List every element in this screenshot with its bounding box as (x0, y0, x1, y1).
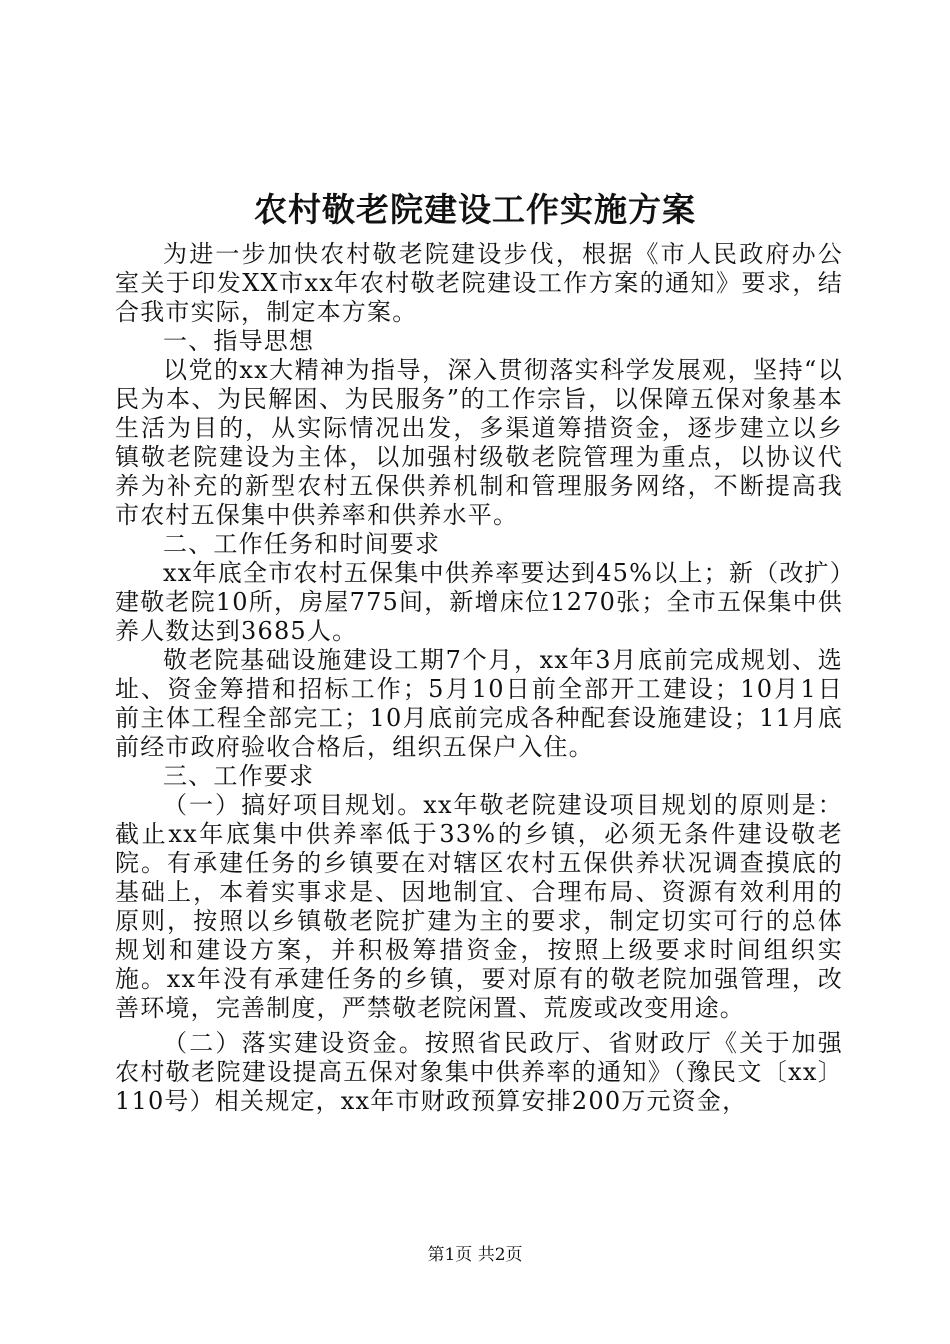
paragraph-tasks: xx年底全市农村五保集中供养率要达到45%以上；新（改扩）建敬老院10所，房屋775间，新增床位1270张；全市五保集中供养人数达到3685人。 (115, 559, 843, 645)
paragraph-timeline: 敬老院基础设施建设工期7个月，xx年3月底前完成规划、选址、资金筹措和招标工作；5月10日前全部开工建设；10月1日前主体工程全部完工；10月底前完成各种配套设施建设；11月底前经市政府验收合格后，组织五保户入住。 (115, 646, 843, 761)
page-footer (0, 1243, 950, 1267)
paragraph-intro: 为进一步加快农村敬老院建设步伐，根据《市人民政府办公室关于印发XX市xx年农村敬老院建设工作方案的通知》要求，结合我市实际，制定本方案。 (115, 240, 843, 326)
page-number: 第1页 (427, 1245, 473, 1265)
section-heading-guiding-ideology: 一、指导思想 (163, 327, 315, 355)
document-title: 农村敬老院建设工作实施方案 (254, 190, 696, 229)
paragraph-funding: （二）落实建设资金。按照省民政厅、省财政厅《关于加强农村敬老院建设提高五保对象集中供养率的通知》（豫民文〔xx〕110号）相关规定，xx年市财政预算安排200万元资金， (115, 1029, 843, 1115)
document-body (115, 240, 843, 1116)
page-total: 共2页 (477, 1245, 523, 1265)
section-heading-work-requirements: 三、工作要求 (163, 762, 315, 790)
paragraph-project-planning: （一）搞好项目规划。xx年敬老院建设项目规划的原则是：截止xx年底集中供养率低于33%的乡镇，必须无条件建设敬老院。有承建任务的乡镇要在对辖区农村五保供养状况调查摸底的基础上，本着实事求是、因地制宜、合理布局、资源有效利用的原则，按照以乡镇敬老院扩建为主的要求，制定切实可行的总体规划和建设方案，并积极筹措资金，按照上级要求时间组织实施。xx年没有承建任务的乡镇，要对原有的敬老院加强管理，改善环境，完善制度，严禁敬老院闲置、荒废或改变用途。 (115, 791, 843, 1022)
paragraph-guiding-ideology: 以党的xx大精神为指导，深入贯彻落实科学发展观，坚持“以民为本、为民解困、为民服务”的工作宗旨，以保障五保对象基本生活为目的，从实际情况出发，多渠道筹措资金，逐步建立以乡镇敬老院建设为主体，以加强村级敬老院管理为重点，以协议代养为补充的新型农村五保供养机制和管理服务网络，不断提高我市农村五保集中供养率和供养水平。 (115, 356, 843, 529)
section-heading-tasks-timeline: 二、工作任务和时间要求 (163, 530, 441, 558)
